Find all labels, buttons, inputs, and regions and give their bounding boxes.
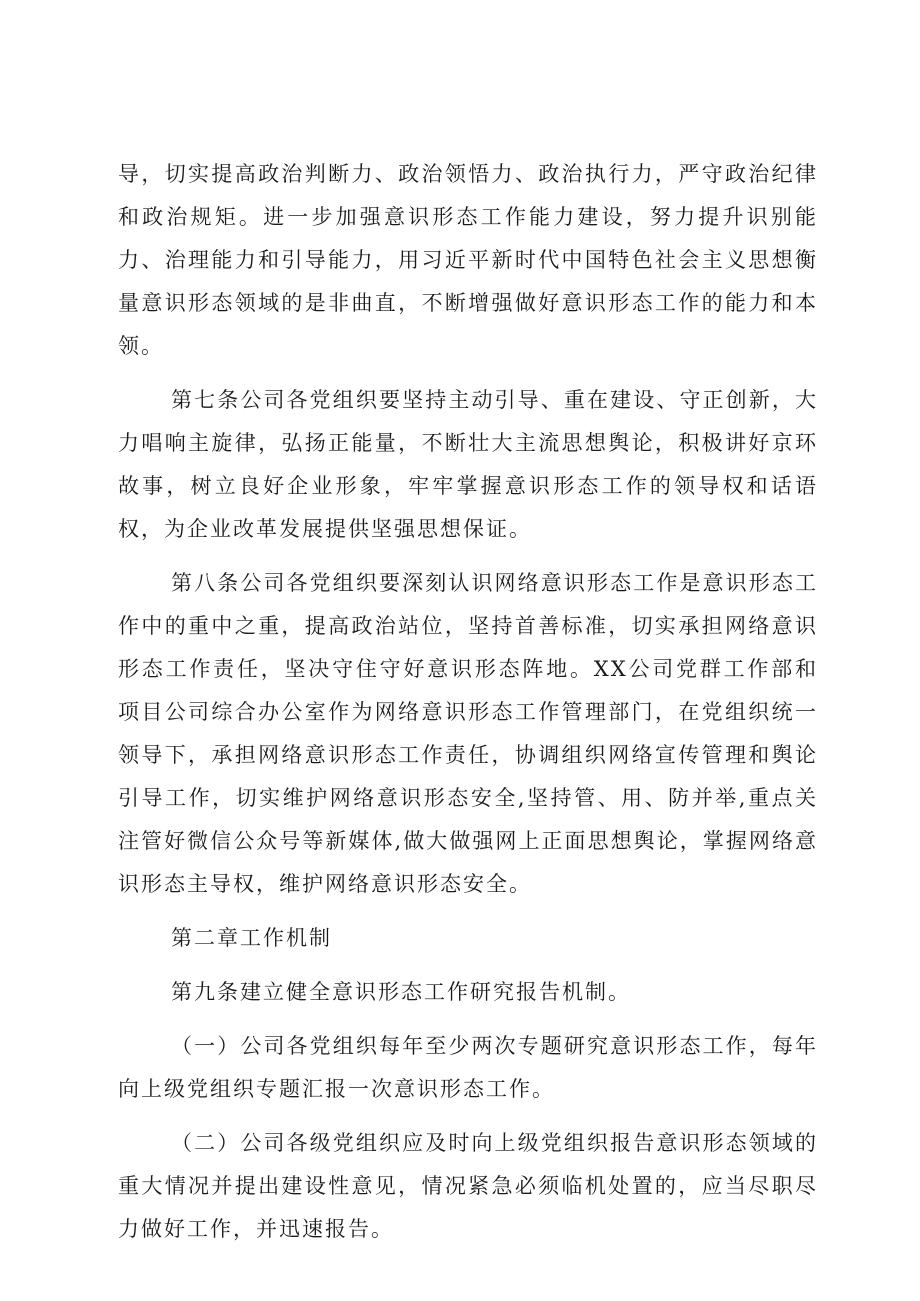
paragraph-article-7: 第七条公司各党组织要坚持主动引导、重在建设、守正创新，大力唱响主旋律，弘扬正能量，不断壮大主流思想舆论，积极讲好京环故事，树立良好企业形象，牢牢掌握意识形态工作的领导权和话语权，为企业改革发展提供坚强思想保证。 bbox=[118, 388, 818, 541]
paragraph-article-8: 第八条公司各党组织要深刻认识网络意识形态工作是意识形态工作中的重中之重，提高政治站位，坚持首善标准，切实承担网络意识形态工作责任，坚决守住守好意识形态阵地。XX公司党群工作部和项目公司综合办公室作为网络意识形态工作管理部门，在党组织统一领导下，承担网络意识形态工作责任，协调组织网络宣传管理和舆论引导工作，切实维护网络意识形态安全,坚持管、用、防并举,重点关注管好微信公众号等新媒体,做大做强网上正面思想舆论，掌握网络意识形态主导权，维护网络意识形态安全。 bbox=[118, 571, 818, 896]
document-body bbox=[118, 153, 818, 1262]
chapter-heading: 第二章工作机制 bbox=[171, 926, 332, 950]
paragraph-item-2: （二）公司各级党组织应及时向上级党组织报告意识形态领域的重大情况并提出建设性意见，情况紧急必须临机处置的，应当尽职尽力做好工作，并迅速报告。 bbox=[118, 1131, 818, 1241]
paragraph-item-1: （一）公司各党组织每年至少两次专题研究意识形态工作，每年向上级党组织专题汇报一次意识形态工作。 bbox=[118, 1034, 818, 1101]
paragraph-article-9: 第九条建立健全意识形态工作研究报告机制。 bbox=[171, 980, 631, 1004]
paragraph-continuation: 导，切实提高政治判断力、政治领悟力、政治执行力，严守政治纪律和政治规矩。进一步加强意识形态工作能力建设，努力提升识别能力、治理能力和引导能力，用习近平新时代中国特色社会主义思想衡量意识形态领域的是非曲直，不断增强做好意识形态工作的能力和本领。 bbox=[118, 162, 818, 358]
